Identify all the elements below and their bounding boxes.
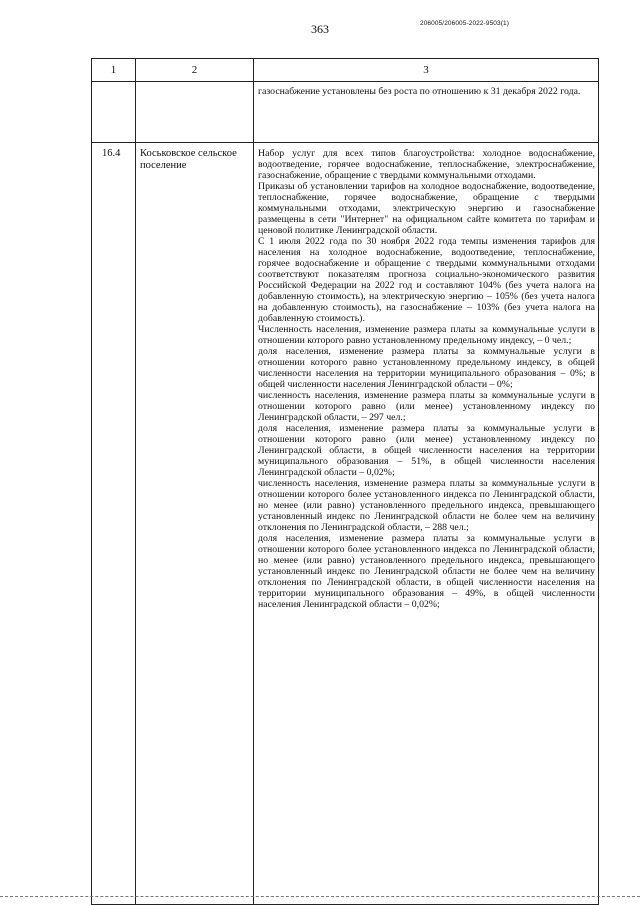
paragraph-population-regional-index: численность населения, изменение размера платы за коммунальные услуги в отношении которого равно (или менее) установленному индексу по Ленинградской области, – 297 чел.; [258, 390, 595, 423]
row-description [254, 143, 599, 905]
continuation-text-cell [254, 82, 599, 143]
paragraph-orders: Приказы об установлении тарифов на холодное водоснабжение, водоотведение, теплоснабжение, горячее водоснабжение, обращение с твердыми коммунальными отходами, электрическую энергию и газоснабжение размещены в сети "Интернет" на официальном сайте комитета по тарифам и ценовой политике Ленинградской области. [258, 181, 595, 236]
paragraph-share-above-index: доля населения, изменение размера платы за коммунальные услуги в отношении которого более установленного индекса по Ленинградской области, но менее (или равно) установленного предельного индекса, превышающего установленный индекс по Ленинградской области не более чем на величину отклонения по Ленинградской области, в общей численности населения на территории муниципального образования – 49%, в общей численности населения Ленинградской области – 0,02%; [258, 533, 595, 610]
continuation-text: газоснабжение установлены без роста по отношению к 31 декабря 2022 года. [258, 86, 581, 97]
continuation-name-cell [136, 82, 254, 143]
tariff-table [91, 58, 599, 905]
page-bottom-edge [0, 896, 640, 897]
continuation-num-cell [92, 82, 136, 143]
header-col-2: 2 [136, 59, 254, 82]
continuation-row [92, 82, 599, 143]
paragraph-share-regional-index: доля населения, изменение размера платы за коммунальные услуги в отношении которого равно (или менее) установленному индексу по Ленинградской области, в общей численности населения на территории муниципального образования – 51%, в общей численности населения Ленинградской области – 0,02%; [258, 423, 595, 478]
header-col-1: 1 [92, 59, 136, 82]
paragraph-population-above-index: численность населения, изменение размера платы за коммунальные услуги в отношении которого более установленного индекса по Ленинградской области, но менее (или равно) установленного предельного индекса, превышающего установленный индекс по Ленинградской области не более чем на величину отклонения по Ленинградской области, – 288 чел.; [258, 478, 595, 533]
document-reference: 206005/206005-2022-9503(1) [420, 20, 509, 27]
paragraph-list [258, 148, 595, 610]
paragraph-tariff-rates: С 1 июля 2022 года по 30 ноября 2022 года темпы изменения тарифов для населения на холодное водоснабжение, водоотведение, теплоснабжение, горячее водоснабжение и обращение с твердыми коммунальными отходами соответствуют показателям прогноза социально-экономического развития Российской Федерации на 2022 год и составляют 104% (без учета налога на добавленную стоимость), на электрическую энергию – 105% (без учета налога на добавленную стоимость), на газоснабжение – 103% (без учета налога на добавленную стоимость). [258, 236, 595, 324]
paragraph-population-equal-limit: Численность населения, изменение размера платы за коммунальные услуги в отношении которого равно установленному предельному индексу, – 0 чел.; [258, 324, 595, 346]
header-row [92, 59, 599, 82]
table-row [92, 143, 599, 905]
paragraph-share-equal-limit: доля населения, изменение размера платы за коммунальные услуги в отношении которого равно установленному предельному индексу, в общей численности населения на территории муниципального образования – 0%; в общей численности населения Ленинградской области – 0%; [258, 346, 595, 390]
settlement-name: Коськовское сельское поселение [136, 143, 254, 905]
page-number: 363 [311, 22, 329, 36]
header-col-3: 3 [254, 59, 599, 82]
row-number: 16.4 [92, 143, 136, 905]
paragraph-services: Набор услуг для всех типов благоустройства: холодное водоснабжение, водоотведение, горячее водоснабжение, теплоснабжение, электроснабжение, газоснабжение, обращение с твердыми коммунальными отходами. [258, 148, 595, 181]
